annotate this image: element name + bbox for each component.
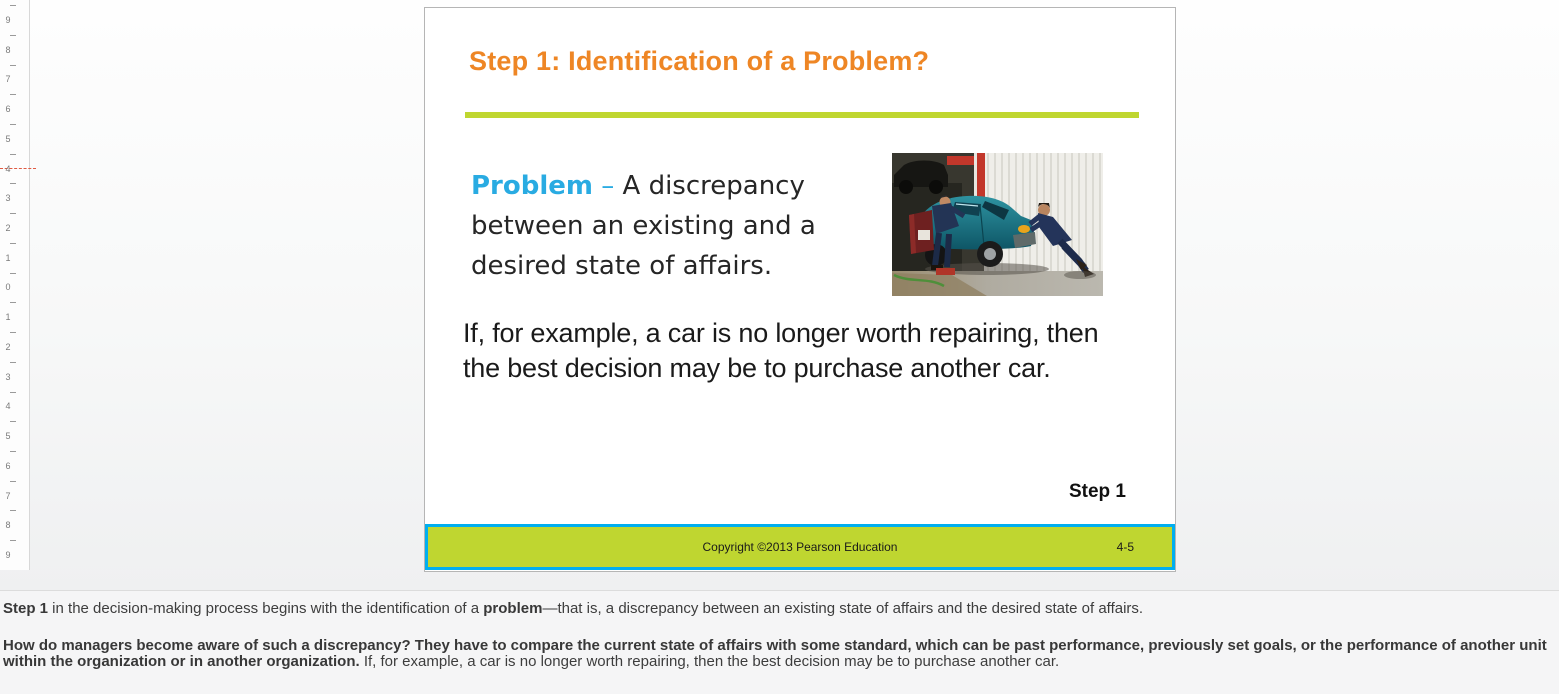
car-push-illustration — [892, 153, 1103, 296]
ruler-number: 5 — [5, 431, 11, 442]
ruler-tick — [10, 392, 16, 393]
ruler-number: 7 — [5, 74, 11, 85]
ruler-tick — [10, 332, 16, 333]
ruler-number: 0 — [5, 282, 11, 293]
notes-regular-text: If, for example, a car is no longer worth repairing, then the best decision may be to purchase another car. — [359, 653, 1060, 670]
problem-term: Problem — [471, 171, 593, 201]
example-text[interactable]: If, for example, a car is no longer worth repairing, then the best decision may be to purchase another car. — [463, 318, 1099, 383]
ruler-tick — [10, 65, 16, 66]
ruler-number: 2 — [5, 341, 11, 352]
notes-paragraph-1 — [3, 601, 1557, 617]
ruler-number: 4 — [5, 401, 11, 412]
notes-bold-text: How do managers become aware of such a discrepancy? They have to compare the current state of affairs with some standard, which can be past performance, previously set goals, or the performance of another unit within the organization or in another organization. — [3, 637, 1547, 670]
ruler-number: 9 — [5, 15, 11, 25]
title-divider-bar — [465, 112, 1139, 118]
ruler-number: 9 — [5, 549, 11, 560]
notes-regular-text: in the decision-making process begins with the identification of a — [48, 600, 484, 617]
slide-title[interactable]: Step 1: Identification of a Problem? — [469, 46, 930, 76]
notes-paragraph-2 — [3, 638, 1557, 670]
notes-pane[interactable] — [0, 590, 1559, 694]
ruler-tick — [10, 35, 16, 36]
ruler-tick — [10, 5, 16, 6]
ruler-number: 7 — [5, 490, 11, 501]
ruler-number: 8 — [5, 44, 11, 55]
ruler-tick — [10, 213, 16, 214]
ruler-number: 3 — [5, 193, 11, 204]
ruler-number: 8 — [5, 520, 11, 531]
vertical-ruler — [0, 0, 30, 570]
footer-placeholder[interactable] — [425, 524, 1175, 570]
step-number-label[interactable]: Step 1 — [1068, 481, 1126, 502]
ruler-number: 6 — [5, 104, 11, 115]
slide-number: 4-5 — [1116, 540, 1134, 554]
problem-definition-text[interactable] — [471, 166, 853, 286]
problem-definition: A discrepancy between an existing and a desired state of affairs. — [471, 171, 816, 281]
ruler-tick — [10, 421, 16, 422]
ruler-tick — [10, 243, 16, 244]
ruler-number: 4 — [5, 163, 11, 174]
problem-dash: – — [593, 171, 623, 201]
notes-bold-text: problem — [483, 600, 543, 617]
car-push-photo[interactable] — [892, 153, 1103, 296]
ruler-tick — [10, 362, 16, 363]
ruler-tick — [10, 183, 16, 184]
ruler-tick — [10, 302, 16, 303]
ruler-tick — [10, 510, 16, 511]
ruler-number: 6 — [5, 460, 11, 471]
ruler-tick — [10, 124, 16, 125]
ruler-tick — [10, 94, 16, 95]
ruler-tick — [10, 540, 16, 541]
notes-bold-text: Step 1 — [3, 600, 49, 617]
ruler-number: 5 — [5, 133, 11, 144]
ruler-number: 2 — [5, 223, 11, 234]
ruler-number: 1 — [5, 312, 11, 323]
slide[interactable] — [424, 7, 1176, 572]
ruler-tick — [10, 273, 16, 274]
ruler-number: 3 — [5, 371, 11, 382]
copyright-text: Copyright ©2013 Pearson Education — [702, 540, 898, 554]
ruler-tick — [10, 154, 16, 155]
notes-regular-text: —that is, a discrepancy between an existing state of affairs and the desired state of affairs. — [542, 600, 1144, 617]
ruler-number: 1 — [5, 252, 11, 263]
ruler-tick — [10, 451, 16, 452]
ruler-tick — [10, 481, 16, 482]
